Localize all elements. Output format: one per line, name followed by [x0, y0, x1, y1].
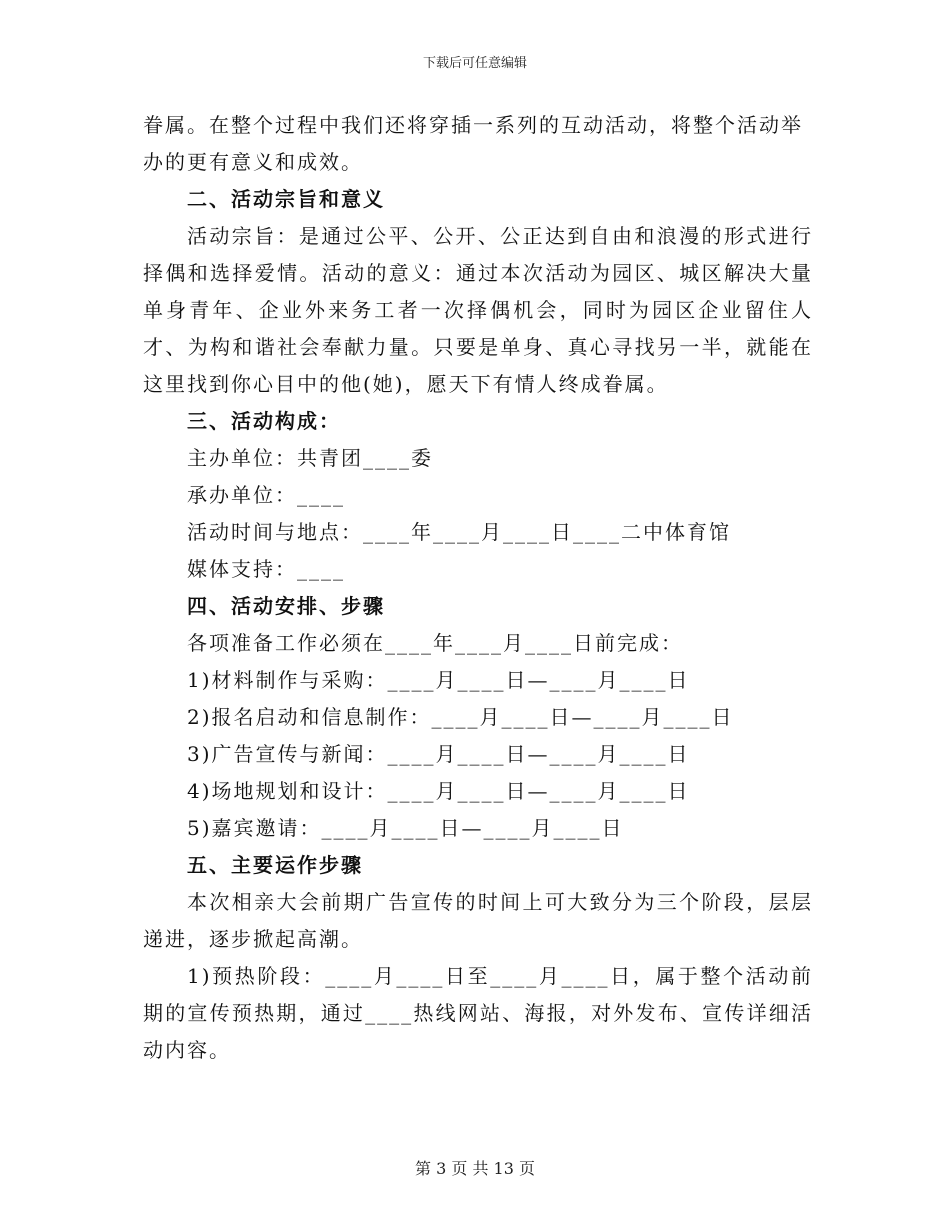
paragraph-warmup: 1)预热阶段：____月____日至____月____日，属于整个活动前期的宣传预热期，通过____热线网站、海报，对外发布、宣传详细活动内容。 [143, 964, 813, 1062]
step-item: 5)嘉宾邀请：____月____日—____月____日 [187, 816, 624, 840]
paragraph-purpose: 活动宗旨：是通过公平、公开、公正达到自由和浪漫的形式进行择偶和选择爱情。活动的意义：通过本次活动为园区、城区解决大量单身青年、企业外来务工者一次择偶机会，同时为园区企业留住人才、为构和谐社会奉献力量。只要是单身、真心寻找另一半，就能在这里找到你心目中的他(她)，愿天下有情人终成眷属。 [143, 224, 813, 396]
time-place-line: 活动时间与地点：____年____月____日____二中体育馆 [187, 520, 731, 544]
step-item: 1)材料制作与采购：____月____日—____月____日 [187, 668, 690, 692]
page-footer: 第 3 页 共 13 页 [415, 1159, 535, 1178]
step-item: 3)广告宣传与新闻：____月____日—____月____日 [187, 742, 690, 766]
host-line: 主办单位：共青团____委 [187, 446, 433, 470]
paragraph-line: 眷属。在整个过程中我们还将穿插一系列的互动活动，将整个活动举 [143, 113, 803, 137]
media-line: 媒体支持：____ [187, 557, 345, 581]
paragraph-line: 办的更有意义和成效。 [143, 150, 363, 174]
section-heading-3: 三、活动构成： [187, 409, 341, 433]
section-heading-5: 五、主要运作步骤 [187, 853, 363, 877]
organizer-line: 承办单位：____ [187, 483, 345, 507]
prepare-line: 各项准备工作必须在____年____月____日前完成： [187, 631, 683, 655]
document-body [143, 107, 813, 1069]
paragraph-stages: 本次相亲大会前期广告宣传的时间上可大致分为三个阶段，层层递进，逐步掀起高潮。 [143, 890, 813, 951]
step-item: 2)报名启动和信息制作：____月____日—____月____日 [187, 705, 734, 729]
paragraph-continuation [143, 107, 813, 181]
section-heading-4: 四、活动安排、步骤 [187, 594, 385, 618]
step-item: 4)场地规划和设计：____月____日—____月____日 [187, 779, 690, 803]
section-heading-2: 二、活动宗旨和意义 [187, 187, 385, 211]
page-header: 下载后可任意编辑 [422, 56, 527, 71]
